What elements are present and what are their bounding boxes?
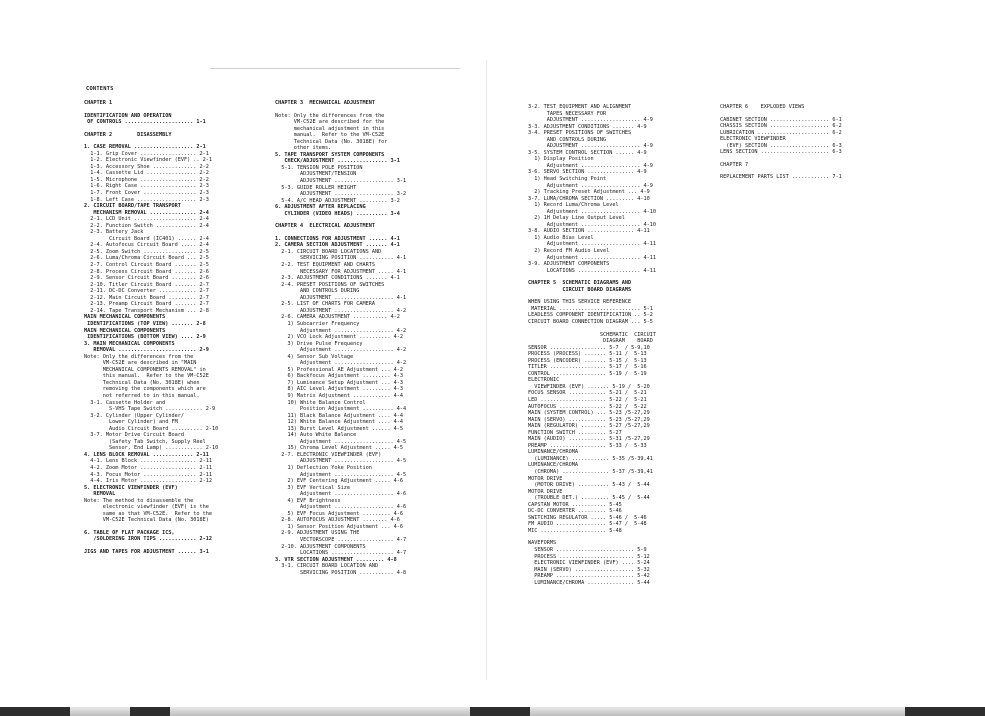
toc-entry: VM-C52E Technical Data (No. 3018E)	[84, 517, 209, 524]
toc-entry: 15) Chroma Level Adjustment ..... 4-5	[275, 445, 404, 452]
toc-column-1	[84, 100, 218, 556]
toc-entry: 4-3. Focus Motor ................. 2-11	[84, 471, 213, 478]
toc-entry: 12) White Balance Adjustment .... 4-4	[275, 419, 404, 426]
toc-entry: Circuit Board (IC401) ...... 2-4	[84, 235, 209, 242]
toc-entry: 2-5. LIST OF CHARTS FOR CAMERA	[275, 301, 375, 308]
toc-heading: JIGS AND TAPES FOR ADJUSTMENT ...... 3-1	[84, 549, 209, 555]
toc-entry: 2-12. Main Circuit Board ......... 2-7	[84, 294, 209, 301]
toc-entry: 7) Luminance Setup Adjustment ... 4-3	[275, 379, 404, 386]
toc-entry: Note: Only the differences from the	[275, 112, 385, 119]
toc-entry: 2-9. Sensor Circuit Board ........ 2-6	[84, 275, 209, 282]
toc-entry: ELECTRONIC VIEWFINDER	[720, 136, 786, 143]
toc-entry: Technical Data (No. 3018E) for	[275, 138, 388, 145]
page-title: CONTENTS	[86, 86, 114, 92]
toc-entry: 2-10. Titler Circuit Board ....... 2-7	[84, 281, 209, 288]
scan-bottom-edge	[0, 707, 985, 716]
toc-column-2	[275, 100, 406, 576]
toc-entry: LENS SECTION ...................... 6-3	[720, 149, 842, 156]
toc-entry: 2-8. Process Circuit Board ....... 2-6	[84, 268, 209, 275]
toc-entry: 2) 1H Delay Line Output Level	[528, 215, 625, 222]
toc-entry: 2-13. Preamp Circuit Board ....... 2-7	[84, 301, 209, 308]
toc-entry: LUMINANCE/CHROMA ............... 5-44	[528, 579, 650, 586]
toc-entry: 1) Display Position	[528, 156, 594, 163]
toc-heading: CHAPTER 3 MECHANICAL ADJUSTMENT	[275, 100, 375, 106]
toc-entry: Technical Data (No. 3018E) when	[84, 379, 200, 386]
toc-entry: Position Adjustment .......... 4-4	[275, 406, 407, 413]
toc-entry: VIEWFINDER (EVF) ....... 5-19 / 5-20	[528, 383, 650, 390]
toc-entry: 2-6. CAMERA ADJUSTMENT ........... 4-2	[275, 314, 400, 321]
toc-entry: 3-2. Cylinder (Upper Cylinder/	[84, 412, 184, 419]
toc-heading: 4. LENS BLOCK REMOVAL ............. 2-11	[84, 451, 209, 458]
toc-entry: Adjustment ................... 4-10	[528, 208, 657, 215]
toc-heading: CHAPTER 2 DISASSEMBLY	[84, 131, 172, 138]
toc-entry: SERVICING POSITION ........... 4-1	[275, 255, 407, 262]
toc-entry: LUBRICATION ....................... 6-2	[720, 129, 842, 136]
toc-heading: MECHANISM REMOVAL ............... 2-4	[84, 209, 209, 216]
toc-entry: LUMINANCE/CHROMA	[528, 462, 578, 469]
toc-entry: 2-11. DC-DC Converter ............ 2-7	[84, 288, 209, 295]
toc-entry: MAIN (REGULATOR) ........ 5-27 /5-27,29	[528, 423, 650, 430]
toc-entry: NECESSARY FOR ADJUSTMENT ..... 4-1	[275, 268, 407, 275]
toc-entry: MOTOR DRIVE	[528, 475, 563, 482]
toc-entry: SENSOR .................. 5-7 / 5-9,10	[528, 344, 650, 351]
toc-heading: 5. ELECTRONIC VIEWFINDER (EVF)	[84, 484, 178, 491]
toc-entry: Adjustment ................... 4-5	[275, 471, 407, 478]
toc-heading: IDENTIFICATION AND OPERATION	[84, 112, 172, 119]
toc-entry: 1-1. Grip Cover .................. 2-1	[84, 150, 209, 157]
toc-entry: LUMINANCE/CHROMA	[528, 449, 578, 456]
toc-entry: SCHEMATIC CIRCUIT	[528, 331, 657, 338]
toc-entry: 2) Tracking Preset Adjustment ... 4-9	[528, 189, 650, 196]
toc-entry: 6) Backfocus Adjustment ......... 4-3	[275, 373, 404, 380]
toc-entry: 3-1. CIRCUIT BOARD LOCATION AND	[275, 563, 379, 570]
toc-column-4	[720, 104, 842, 181]
toc-entry: LEADLESS COMPONENT IDENTIFICATION .. 5-2	[528, 312, 653, 319]
toc-entry: ADJUSTMENT ................... 3-1	[275, 178, 407, 185]
toc-entry: 1) Sensor Position Adjustment ... 4-6	[275, 523, 404, 530]
toc-entry: not referred to in this manual.	[84, 392, 200, 399]
toc-entry: 3-2. TEST EQUIPMENT AND ALIGNMENT	[528, 104, 632, 110]
toc-entry: 2-10. ADJUSTMENT COMPONENTS	[275, 543, 366, 550]
toc-entry: SWITCHING REGULATOR ..... 5-46 / 5-46	[528, 514, 647, 521]
toc-entry: ADJUSTMENT ................... 4-5	[275, 458, 407, 465]
toc-heading: OF CONTROLS ...................... 1-1	[84, 119, 206, 126]
toc-entry: (LUMINANCE) ............ 5-35 /5-39,41	[528, 455, 653, 462]
scan-artifact-line	[210, 68, 460, 69]
toc-entry: 2-7. ELECTRONIC VIEWFINDER (EVF)	[275, 451, 382, 458]
toc-column-3	[528, 104, 656, 586]
toc-entry: 3-8. AUDIO SECTION ............... 4-11	[528, 228, 650, 235]
toc-entry: this manual. Refer to the VM-C52E	[84, 373, 209, 380]
toc-entry: WHEN USING THIS SERVICE REFERENCE	[528, 299, 632, 306]
toc-entry: (Safety Tab Switch, Supply Reel	[84, 438, 206, 445]
toc-entry: 3-4. PRESET POSITIONS OF SWITCHES	[528, 130, 632, 137]
toc-entry: VM-C52E are described for the	[275, 119, 385, 126]
toc-heading: CHAPTER 5 SCHEMATIC DIAGRAMS AND	[528, 280, 632, 287]
toc-entry: DC-DC CONVERTER ......... 5-46	[528, 508, 622, 515]
toc-heading: IDENTIFICATIONS (BOTTOM VIEW) .... 2-9	[84, 334, 206, 341]
toc-entry: FOCUS SENSOR ............ 5-21 / 5-21	[528, 390, 647, 397]
toc-entry: Note: The method to disassemble the	[84, 497, 194, 504]
toc-entry: ELECTRONIC VIEWFINDER (EVF) .... 5-24	[528, 560, 650, 567]
toc-entry: manual. Refer to the VM-C52E	[275, 132, 385, 139]
toc-entry: 5-1. TENSION POLE POSITION	[275, 164, 363, 171]
toc-entry: CHAPTER 6 EXPLODED VIEWS	[720, 104, 805, 110]
toc-entry: 2-5. Zoom Switch ................. 2-5	[84, 248, 209, 255]
toc-entry: MAIN (SYSTEM CONTROL) ... 5-23 /5-27,29	[528, 410, 650, 417]
toc-heading: MAIN MECHANICAL COMPONENTS	[84, 314, 166, 321]
toc-entry: 4) Sensor Sub Voltage	[275, 353, 354, 360]
toc-entry: FM AUDIO ................ 5-47 / 5-48	[528, 521, 647, 528]
toc-entry: Sensor, End Lamp) ............ 2-10	[84, 445, 219, 452]
toc-entry: Adjustment ................... 4-6	[275, 504, 407, 511]
toc-entry: 3-1. Cassette Holder and	[84, 399, 166, 406]
toc-entry: 2) Record FM Audio Level	[528, 248, 610, 255]
toc-entry: Adjustment ................... 4-11	[528, 241, 657, 248]
toc-entry: ADJUSTMENT ................... 4-9	[528, 143, 653, 150]
toc-entry: 1) Head Switching Point	[528, 176, 607, 183]
toc-entry: 1-8. Left Case ................... 2-3	[84, 196, 209, 203]
toc-entry: Adjustment ................... 4-9	[528, 162, 653, 169]
toc-entry: 1) Deflection Yoke Position	[275, 464, 372, 471]
toc-entry: 2) VCO Lock Adjustment .......... 4-2	[275, 334, 404, 341]
toc-entry: AUTOFOCUS ............... 5-22 / 5-22	[528, 403, 647, 410]
toc-heading: CHAPTER 1	[84, 100, 113, 106]
toc-entry: ADJUSTMENT ................... 4-2	[275, 307, 407, 314]
toc-entry: removing the components which are	[84, 386, 206, 393]
toc-entry: Adjustment ................... 4-5	[275, 438, 407, 445]
toc-heading: 6. ADJUSTMENT AFTER REPLACING	[275, 204, 366, 211]
toc-entry: MECHANICAL COMPONENTS REMOVAL" in	[84, 366, 206, 373]
toc-entry: 1-5. Microphone .................. 2-2	[84, 176, 209, 183]
toc-entry: 3-7. Motor Drive Circuit Board	[84, 432, 184, 439]
toc-entry: 2-3. ADJUSTMENT CONDITIONS ....... 4-1	[275, 275, 400, 282]
toc-heading: MAIN MECHANICAL COMPONENTS	[84, 327, 166, 334]
toc-entry: (TROUBLE DET.) ......... 5-45 / 5-44	[528, 495, 650, 502]
toc-entry: 2-3. Battery Jack	[84, 229, 144, 236]
toc-heading: 3. VTR SECTION ADJUSTMENT ......... 4-8	[275, 556, 397, 563]
toc-entry: PROCESS ........................ 5-12	[528, 553, 650, 560]
toc-entry: REPLACEMENT PARTS LIST ............ 7-1	[720, 174, 842, 181]
toc-heading: 2. CIRCUIT BOARD/TAPE TRANSPORT	[84, 203, 181, 210]
toc-entry: (EVF) SECTION ................... 6-3	[720, 142, 842, 149]
toc-entry: Adjustment ................... 4-2	[275, 327, 407, 334]
toc-entry: S-VHS Tape Switch ............ 2-9	[84, 406, 216, 413]
toc-heading: REMOVAL	[84, 491, 116, 498]
toc-entry: 5-3. GUIDE ROLLER HEIGHT	[275, 184, 357, 191]
toc-heading: CHECK/ADJUSTMENT ................ 3-1	[275, 158, 400, 165]
page-fold	[486, 60, 487, 680]
toc-entry: AND CONTROLS DURING	[528, 136, 607, 143]
toc-entry: PREAMP .................. 5-33 / 5-33	[528, 442, 647, 449]
toc-entry: PROCESS (ENCODER) ....... 5-15 / 5-13	[528, 357, 647, 364]
toc-entry: LOCATIONS .................... 4-11	[528, 267, 657, 274]
toc-entry: 14) Auto White Balance	[275, 432, 357, 439]
toc-entry: LED ..................... 5-22 / 5-21	[528, 396, 647, 403]
toc-heading: CYLINDER (VIDEO HEADS) .......... 3-4	[275, 210, 400, 217]
toc-entry: TAPES NECESSARY FOR	[528, 110, 607, 117]
toc-entry: 1-7. Front Cover ................. 2-3	[84, 190, 209, 197]
toc-entry: 2-9. ADJUSTMENT USING THE	[275, 530, 360, 537]
toc-heading: CIRCUIT BOARD DIAGRAMS	[528, 286, 632, 293]
toc-entry: 13) Burst Level Adjustment ...... 4-5	[275, 425, 404, 432]
toc-entry: 2-4. PRESET POSITIONS OF SWITCHES	[275, 281, 385, 288]
toc-entry: CAPSTAN MOTOR ........... 5-45	[528, 501, 622, 508]
toc-entry: PROCESS (PROCESS) ....... 5-11 / 5-13	[528, 351, 647, 358]
toc-entry: AND CONTROLS DURING	[275, 288, 360, 295]
toc-entry: ADJUSTMENT ................... 3-2	[275, 191, 407, 198]
toc-entry: CHAPTER 7	[720, 161, 749, 168]
toc-entry: mechanical adjustment in this	[275, 125, 385, 132]
toc-entry: VECTORSCOPE .................. 4-7	[275, 537, 407, 543]
toc-entry: 2) EVF Centering Adjustment ..... 4-6	[275, 478, 404, 485]
toc-entry: MAIN (SERVO) ................... 5-32	[528, 566, 650, 573]
toc-heading: 6. TABLE OF FLAT PACKAGE ICS,	[84, 529, 175, 536]
toc-heading: 2. CAMERA SECTION ADJUSTMENT ....... 4-1	[275, 242, 400, 249]
toc-entry: FUNCTION SWITCH ......... 5-27	[528, 429, 622, 436]
toc-entry: 2-14. Tape Transport Mechanism ... 2-8	[84, 307, 209, 314]
toc-entry: 2-8. AUTOFOCUS ADJUSTMENT ........ 4-6	[275, 517, 400, 524]
toc-entry: 2-2. Function Switch ............. 2-4	[84, 222, 209, 229]
toc-heading: IDENTIFICATIONS (TOP VIEW) ....... 2-8	[84, 320, 206, 327]
toc-entry: 3-6. SERVO SECTION ............... 4-9	[528, 169, 647, 176]
toc-entry: electronic viewfinder (EVF) is the	[84, 504, 209, 511]
toc-entry: LOCATIONS .................... 4-7	[275, 550, 407, 557]
toc-entry: Adjustment ................... 4-11	[528, 254, 657, 261]
toc-entry: DIAGRAM BOARD	[528, 338, 653, 345]
toc-entry: 11) Black Balance Adjustment .... 4-4	[275, 412, 404, 419]
toc-entry: PREAMP ......................... 5-42	[528, 573, 650, 580]
toc-entry: 1-4. Cassette Lid ................ 2-2	[84, 170, 209, 177]
toc-entry: 4-1. Lens Block .................. 2-11	[84, 458, 213, 465]
toc-entry: MAIN (AUDIO) ............ 5-31 /5-27,29	[528, 436, 650, 443]
toc-heading: /SOLDERING IRON TIPS ............ 2-12	[84, 536, 213, 543]
toc-entry: 1) Audio Bias Level	[528, 234, 594, 241]
toc-heading: 1. CONNECTIONS FOR ADJUSTMENT ...... 4-1	[275, 235, 400, 242]
toc-entry: SENSOR ......................... 5-9	[528, 547, 647, 553]
toc-entry: TITLER .................. 5-17 / 5-16	[528, 364, 647, 371]
toc-entry: 2-6. Luma/Chroma Circuit Board ... 2-5	[84, 255, 209, 262]
toc-entry: MIC ..................... 5-48	[528, 527, 622, 534]
toc-entry: 1-2. Electronic Viewfinder (EVF) .. 2-1	[84, 157, 213, 164]
toc-entry: 3-9. ADJUSTMENT COMPONENTS	[528, 261, 610, 268]
toc-entry: 5) Professional AE Adjustment ... 4-2	[275, 366, 404, 373]
toc-entry: 1-6. Right Case .................. 2-3	[84, 183, 209, 190]
toc-entry: CONTROL ................. 5-19 / 5-19	[528, 370, 647, 377]
toc-entry: 1) Record Luma/Chroma Level	[528, 202, 619, 209]
toc-entry: 5-4. A/C HEAD ADJUSTMENT ......... 3-2	[275, 197, 400, 204]
toc-entry: 3) EVF Vertical Size	[275, 484, 350, 491]
toc-heading: 5. TAPE TRANSPORT SYSTEM COMPONENTS	[275, 151, 385, 158]
toc-entry: WAVEFORMS	[528, 540, 557, 547]
toc-entry: 2-1. LCD Unit .................... 2-4	[84, 216, 209, 223]
toc-entry: 2-4. Autofocus Circuit Board ..... 2-4	[84, 242, 209, 249]
toc-heading: CHAPTER 4 ELECTRICAL ADJUSTMENT	[275, 223, 375, 230]
toc-entry: 9) Matrix Adjustment ............ 4-4	[275, 392, 404, 399]
toc-entry: ADJUSTMENT/TENSION	[275, 171, 357, 178]
toc-entry: MOTOR DRIVE	[528, 488, 563, 495]
toc-entry: ELECTRONIC	[528, 377, 560, 384]
toc-entry: Adjustment ................... 4-9	[528, 182, 653, 189]
toc-entry: 3) Drive Pulse Frequency	[275, 340, 363, 347]
toc-entry: other items.	[275, 145, 332, 152]
toc-entry: 3-5. SYSTEM CONTROL SECTION ...... 4-9	[528, 149, 647, 156]
toc-entry: CABINET SECTION ................... 6-1	[720, 116, 842, 123]
toc-entry: ADJUSTMENT ................... 4-9	[528, 117, 653, 124]
toc-entry: 5) EVF Focus Adjustment ......... 4-6	[275, 510, 404, 517]
toc-entry: 2-1. CIRCUIT BOARD LOCATIONS AND	[275, 248, 382, 255]
toc-entry: VM-C52E are described in "MAIN	[84, 360, 197, 367]
toc-entry: ADJUSTMENT ................... 4-1	[275, 294, 407, 301]
toc-entry: Note: Only the differences from the	[84, 353, 194, 360]
toc-entry: 4-2. Zoom Motor .................. 2-11	[84, 464, 213, 471]
toc-entry: 10) White Balance Control	[275, 399, 366, 406]
toc-heading: 3. MAIN MECHANICAL COMPONENTS	[84, 340, 175, 347]
toc-entry: 1-3. Accessory Shoe .............. 2-2	[84, 163, 209, 170]
toc-entry: (CHROMA) ............... 5-37 /5-39,41	[528, 468, 653, 475]
toc-entry: 8) AIC Level Adjustment ......... 4-3	[275, 386, 404, 393]
toc-entry: Adjustment ................... 4-10	[528, 221, 657, 228]
toc-entry: 1) Subcarrier Frequency	[275, 320, 360, 327]
toc-entry: 3-7. LUMA/CHROMA SECTION ......... 4-10	[528, 195, 650, 202]
toc-entry: Adjustment ................... 4-6	[275, 491, 407, 498]
toc-entry: 2-7. Control Circuit Board ....... 2-5	[84, 262, 209, 269]
toc-entry: 4-4. Iris Motor .................. 2-12	[84, 478, 213, 485]
toc-entry: Lower Cylinder) and FM	[84, 419, 178, 426]
toc-entry: CHASSIS SECTION ................... 6-2	[720, 123, 842, 130]
toc-entry: MATERIAL .......................... 5-1	[528, 305, 653, 312]
toc-entry: (MOTOR DRIVE) .......... 5-43 / 5-44	[528, 482, 650, 489]
toc-entry: Adjustment ................... 4-2	[275, 347, 407, 354]
toc-entry: same as that VM-C52E. Refer to the	[84, 510, 213, 517]
toc-entry: 4) EVF Brightness	[275, 497, 341, 504]
toc-heading: REMOVAL ......................... 2-9	[84, 347, 209, 354]
toc-heading: 1. CASE REMOVAL ................... 2-1	[84, 144, 206, 151]
toc-entry: Audio Circuit Board .......... 2-10	[84, 425, 219, 432]
toc-entry: MAIN (SERVO) ............ 5-23 /5-27,29	[528, 416, 650, 423]
toc-entry: 3-3. ADJUSTMENT CONDITIONS ....... 4-9	[528, 123, 647, 130]
toc-entry: 2-2. TEST EQUIPMENT AND CHARTS	[275, 262, 375, 269]
toc-entry: CIRCUIT BOARD CONNECTION DIAGRAM ... 5-5	[528, 318, 653, 325]
toc-entry: SERVICING POSITION ........... 4-8	[275, 569, 407, 576]
toc-entry: Adjustment ................... 4-2	[275, 360, 407, 367]
